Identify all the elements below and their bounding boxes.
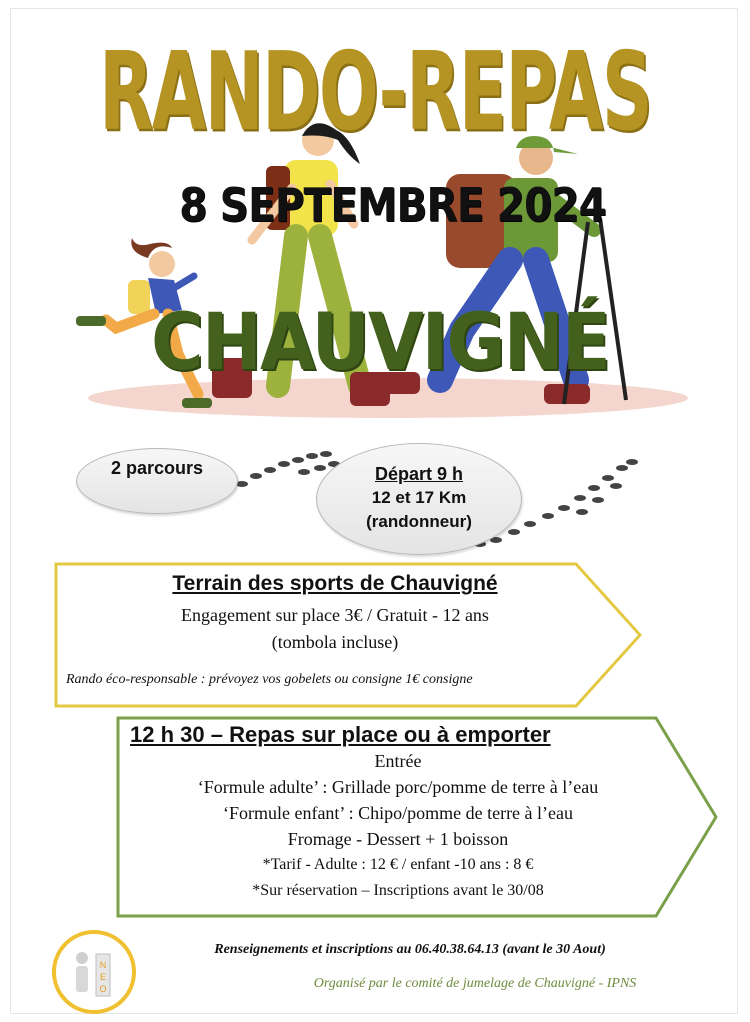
poster-title: RANDO-REPAS: [99, 30, 651, 155]
contact-info: Renseignements et inscriptions au 06.40.38.64.13 (avant le 30 Aout): [214, 942, 606, 957]
event-date: 8 SEPTEMBRE 2024: [179, 178, 606, 232]
dessert-line: Fromage - Dessert + 1 boisson: [287, 829, 509, 849]
venue-section: [56, 566, 586, 688]
venue-heading: Terrain des sports de Chauvigné: [172, 572, 498, 595]
meal-heading: 12 h 30 – Repas sur place ou à emporter: [130, 722, 551, 747]
adult-menu: ‘Formule adulte’ : Grillade porc/pomme de terre à l’eau: [197, 777, 599, 797]
town-name: CHAUVIGNÉ: [151, 298, 609, 388]
neo-logo: [32, 924, 142, 1016]
meal-prices: *Tarif - Adulte : 12 € / enfant -10 ans : 8 €: [262, 856, 534, 873]
booking-deadline: *Sur réservation – Inscriptions avant le 30/08: [252, 882, 544, 899]
departure-time: Départ 9 h: [374, 464, 464, 484]
meal-section: [118, 722, 678, 904]
routes-count: 2 parcours: [110, 458, 204, 478]
departure-bubble: [316, 443, 522, 555]
entry-fee: Engagement sur place 3€ / Gratuit - 12 ans: [181, 605, 489, 625]
svg-text:N: N: [99, 960, 107, 970]
svg-text:O: O: [99, 984, 107, 994]
eco-note: Rando éco-responsable : prévoyez vos gobelets ou consigne 1€ consigne: [66, 672, 473, 687]
organizer-note: Organisé par le comité de jumelage de Chauvigné - IPNS: [313, 976, 637, 991]
tombola-note: (tombola incluse): [271, 632, 399, 652]
routes-bubble: [76, 448, 238, 514]
svg-text:E: E: [99, 972, 107, 982]
meal-starter: Entrée: [374, 751, 422, 771]
route-audience: (randonneur): [366, 512, 472, 531]
child-menu: ‘Formule enfant’ : Chipo/pomme de terre à l’eau: [222, 803, 574, 823]
route-distances: 12 et 17 Km: [371, 488, 467, 507]
